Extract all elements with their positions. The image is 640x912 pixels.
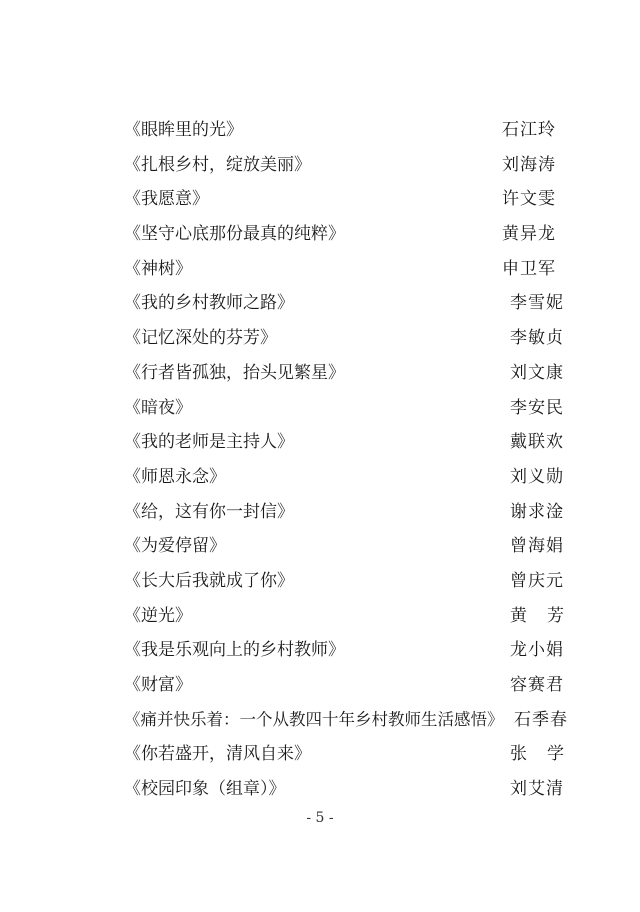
entry-title: 《给，这有你一封信》 xyxy=(124,501,294,522)
entry-title: 《长大后我就成了你》 xyxy=(124,570,294,591)
list-item xyxy=(124,359,572,394)
list-item xyxy=(124,671,572,706)
list-item xyxy=(124,567,572,602)
entry-author: 李安民 xyxy=(510,397,564,418)
entry-title: 《神树》 xyxy=(124,258,192,279)
entry-title: 《我的老师是主持人》 xyxy=(124,432,294,453)
list-item xyxy=(124,289,572,324)
entry-author: 曾庆元 xyxy=(510,570,564,591)
entry-title: 《行者皆孤独，抬头见繁星》 xyxy=(124,362,345,383)
page-number: - 5 - xyxy=(306,810,334,826)
entry-title: 《我的乡村教师之路》 xyxy=(124,293,294,314)
list-item xyxy=(124,116,572,151)
entry-title: 《财富》 xyxy=(124,675,192,695)
entry-author: 黄异龙 xyxy=(502,224,556,245)
entry-author: 刘义勋 xyxy=(510,466,564,487)
entry-author: 李敏贞 xyxy=(510,328,564,349)
entry-title: 《记忆深处的芬芳》 xyxy=(124,328,277,349)
entry-title: 《眼眸里的光》 xyxy=(124,120,243,140)
list-item xyxy=(124,220,572,255)
entry-title: 《痛并快乐着：一个从教四十年乡村教师生活感悟》 xyxy=(124,709,504,729)
list-item xyxy=(124,394,572,429)
list-item xyxy=(124,151,572,186)
list-item xyxy=(124,706,572,741)
entry-title: 《逆光》 xyxy=(124,605,192,626)
entry-title: 《坚守心底那份最真的纯粹》 xyxy=(124,224,345,245)
entry-title: 《扎根乡村，绽放美丽》 xyxy=(124,154,311,175)
entry-author: 李雪妮 xyxy=(510,293,564,314)
entry-title: 《你若盛开，清风自来》 xyxy=(124,744,311,765)
entry-title: 《我愿意》 xyxy=(124,189,209,210)
entry-title: 《我是乐观向上的乡村教师》 xyxy=(124,640,345,661)
entry-title: 《暗夜》 xyxy=(124,397,192,418)
entry-author: 石季春 xyxy=(514,709,568,730)
list-item xyxy=(124,602,584,637)
list-item xyxy=(124,324,572,359)
list-item xyxy=(124,255,572,290)
entry-author: 刘艾清 xyxy=(510,779,564,800)
entry-author: 曾海娟 xyxy=(510,536,564,557)
entry-list xyxy=(124,116,584,810)
entry-title: 《为爱停留》 xyxy=(124,536,226,557)
entry-author: 石江玲 xyxy=(502,120,556,140)
list-item xyxy=(124,463,572,498)
list-item xyxy=(124,532,572,567)
entry-author: 张学 xyxy=(510,744,584,765)
list-item xyxy=(124,185,572,220)
list-item xyxy=(124,428,572,463)
entry-author: 戴联欢 xyxy=(510,432,564,453)
entry-author: 龙小娟 xyxy=(510,640,564,661)
entry-author: 许文雯 xyxy=(502,189,556,210)
entry-author: 刘文康 xyxy=(510,362,564,383)
list-item xyxy=(124,498,572,533)
list-item xyxy=(124,636,572,671)
list-item xyxy=(124,775,572,810)
entry-author: 谢求淦 xyxy=(510,501,564,522)
entry-author: 刘海涛 xyxy=(502,154,556,175)
entry-title: 《校园印象（组章）》 xyxy=(124,779,286,800)
list-item xyxy=(124,740,584,775)
entry-author: 容赛君 xyxy=(510,675,564,695)
entry-author: 申卫军 xyxy=(502,258,556,279)
entry-author: 黄芳 xyxy=(510,605,584,626)
entry-title: 《师恩永念》 xyxy=(124,466,226,487)
